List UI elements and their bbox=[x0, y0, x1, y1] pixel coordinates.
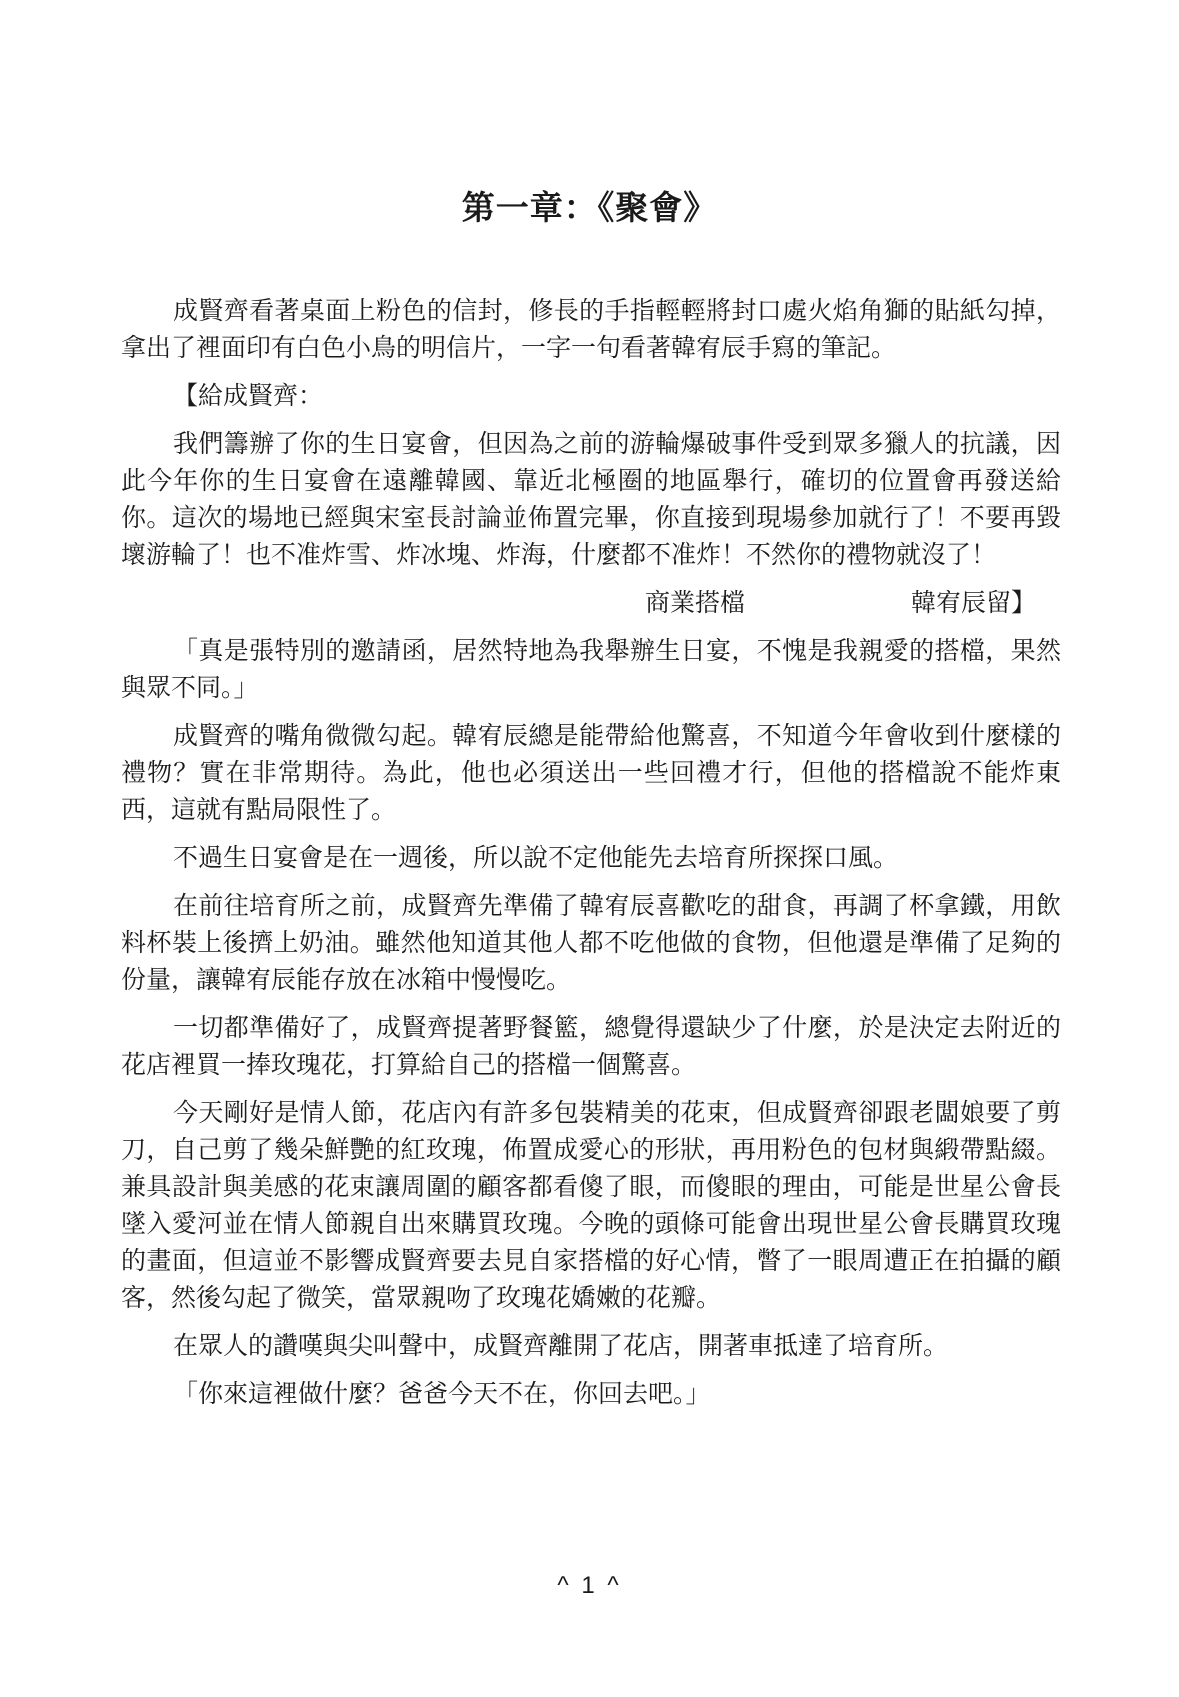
body-text bbox=[121, 292, 1061, 1423]
page-number: ^ 1 ^ bbox=[557, 1572, 622, 1599]
letter-signature bbox=[121, 584, 1061, 621]
chapter-title: 第一章：《聚會》 bbox=[461, 188, 718, 227]
paragraph: 我們籌辦了你的生日宴會，但因為之前的游輪爆破事件受到眾多獵人的抗議，因此今年你的生日宴會在遠離韓國、靠近北極圈的地區舉行，確切的位置會再發送給你。這次的場地已經與宋室長討論並佈置完畢，你直接到現場參加就行了！不要再毀壞游輪了！也不准炸雪、炸冰塊、炸海，什麼都不准炸！不然你的禮物就沒了！ bbox=[121, 429, 1061, 569]
paragraph: 在眾人的讚嘆與尖叫聲中，成賢齊離開了花店，開著車抵達了培育所。 bbox=[173, 1331, 949, 1360]
paragraph: 成賢齊看著桌面上粉色的信封，修長的手指輕輕將封口處火焰角獅的貼紙勾掉，拿出了裡面印有白色小鳥的明信片，一字一句看著韓宥辰手寫的筆記。 bbox=[121, 296, 1061, 362]
paragraph: 今天剛好是情人節，花店內有許多包裝精美的花束，但成賢齊卻跟老闆娘要了剪刀，自己剪了幾朵鮮艷的紅玫瑰，佈置成愛心的形狀，再用粉色的包材與緞帶點綴。兼具設計與美感的花束讓周圍的顧客都看傻了眼，而傻眼的理由，可能是世星公會長墜入愛河並在情人節親自出來購買玫瑰。今晚的頭條可能會出現世星公會長購買玫瑰的畫面，但這並不影響成賢齊要去見自家搭檔的好心情，瞥了一眼周遭正在拍攝的顧客，然後勾起了微笑，當眾親吻了玫瑰花嬌嫩的花瓣。 bbox=[121, 1098, 1061, 1312]
paragraph: 【給成賢齊： bbox=[173, 381, 324, 410]
signature-name: 韓宥辰留】 bbox=[911, 588, 1037, 617]
paragraph: 「真是張特別的邀請函，居然特地為我舉辦生日宴，不愧是我親愛的搭檔，果然與眾不同。」 bbox=[121, 636, 1061, 702]
paragraph: 在前往培育所之前，成賢齊先準備了韓宥辰喜歡吃的甜食，再調了杯拿鐵，用飲料杯裝上後擠上奶油。雖然他知道其他人都不吃他做的食物，但他還是準備了足夠的份量，讓韓宥辰能存放在冰箱中慢慢吃。 bbox=[121, 891, 1061, 994]
signature-title: 商業搭檔 bbox=[645, 588, 746, 617]
paragraph: 「你來這裡做什麼？爸爸今天不在，你回去吧。」 bbox=[173, 1379, 711, 1408]
paragraph: 不過生日宴會是在一週後，所以說不定他能先去培育所探探口風。 bbox=[173, 843, 899, 872]
paragraph: 一切都準備好了，成賢齊提著野餐籃，總覺得還缺少了什麼，於是決定去附近的花店裡買一捧玫瑰花，打算給自己的搭檔一個驚喜。 bbox=[121, 1013, 1061, 1079]
paragraph: 成賢齊的嘴角微微勾起。韓宥辰總是能帶給他驚喜，不知道今年會收到什麼樣的禮物？實在非常期待。為此，他也必須送出一些回禮才行，但他的搭檔說不能炸東西，這就有點局限性了。 bbox=[121, 721, 1061, 824]
